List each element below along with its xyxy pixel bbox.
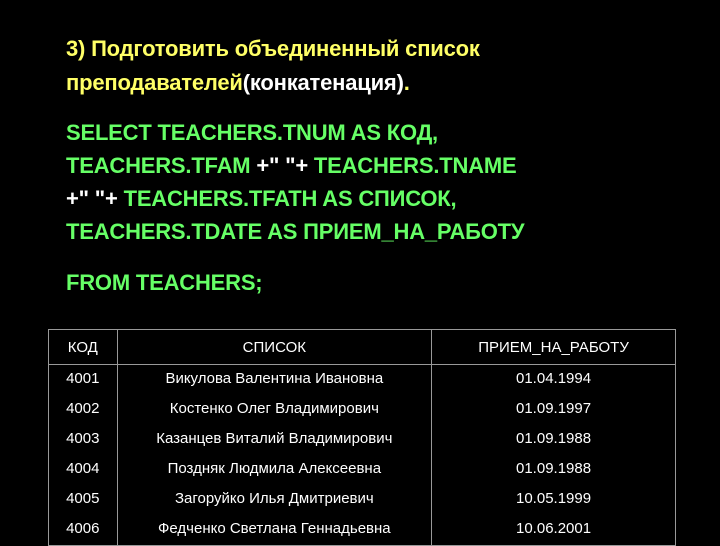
cell-date: 01.09.1988 bbox=[432, 425, 676, 455]
cell-date: 01.09.1988 bbox=[432, 455, 676, 485]
table-row bbox=[49, 485, 676, 515]
sql-line2 bbox=[66, 153, 516, 179]
table-row bbox=[49, 425, 676, 455]
cell-date: 10.06.2001 bbox=[432, 515, 676, 546]
sql-line5: FROM TEACHERS; bbox=[66, 270, 263, 295]
cell-spisok: Костенко Олег Владимирович bbox=[117, 395, 432, 425]
task-heading-line2 bbox=[66, 70, 410, 96]
task-heading-line1: 3) Подготовить объединенный список bbox=[66, 36, 480, 61]
table-row bbox=[49, 455, 676, 485]
heading-word-teachers: преподавателей bbox=[66, 70, 243, 95]
sql-tname: TEACHERS.TNAME bbox=[313, 153, 517, 178]
table-row bbox=[49, 395, 676, 425]
sql-line4: TEACHERS.TDATE AS ПРИЕМ_НА_РАБОТУ bbox=[66, 219, 525, 244]
header-priem: ПРИЕМ_НА_РАБОТУ bbox=[432, 330, 676, 365]
cell-spisok: Федченко Светлана Геннадьевна bbox=[117, 515, 432, 546]
header-spisok: СПИСОК bbox=[117, 330, 432, 365]
cell-spisok: Казанцев Виталий Владимирович bbox=[117, 425, 432, 455]
table-header-row bbox=[49, 330, 676, 365]
sql-line1: SELECT TEACHERS.TNUM AS КОД, bbox=[66, 120, 438, 145]
cell-kod: 4003 bbox=[49, 425, 118, 455]
heading-period: . bbox=[403, 70, 410, 95]
table-row bbox=[49, 365, 676, 396]
cell-kod: 4006 bbox=[49, 515, 118, 546]
sql-line3 bbox=[66, 186, 456, 212]
sql-tfam: TEACHERS.TFAM bbox=[66, 153, 251, 178]
header-kod: КОД bbox=[49, 330, 118, 365]
cell-date: 01.04.1994 bbox=[432, 365, 676, 396]
table-row bbox=[49, 515, 676, 546]
sql-concat-op: +" "+ bbox=[250, 153, 314, 178]
cell-kod: 4001 bbox=[49, 365, 118, 396]
heading-concatenation: (конкатенация) bbox=[242, 70, 404, 95]
cell-spisok: Поздняк Людмила Алексеевна bbox=[117, 455, 432, 485]
cell-kod: 4002 bbox=[49, 395, 118, 425]
cell-kod: 4005 bbox=[49, 485, 118, 515]
sql-tfath: TEACHERS.TFATH AS СПИСОК, bbox=[123, 186, 457, 211]
result-table bbox=[48, 329, 676, 546]
cell-date: 01.09.1997 bbox=[432, 395, 676, 425]
cell-date: 10.05.1999 bbox=[432, 485, 676, 515]
cell-spisok: Викулова Валентина Ивановна bbox=[117, 365, 432, 396]
sql-concat-op2: +" "+ bbox=[66, 186, 124, 211]
cell-kod: 4004 bbox=[49, 455, 118, 485]
cell-spisok: Загоруйко Илья Дмитриевич bbox=[117, 485, 432, 515]
